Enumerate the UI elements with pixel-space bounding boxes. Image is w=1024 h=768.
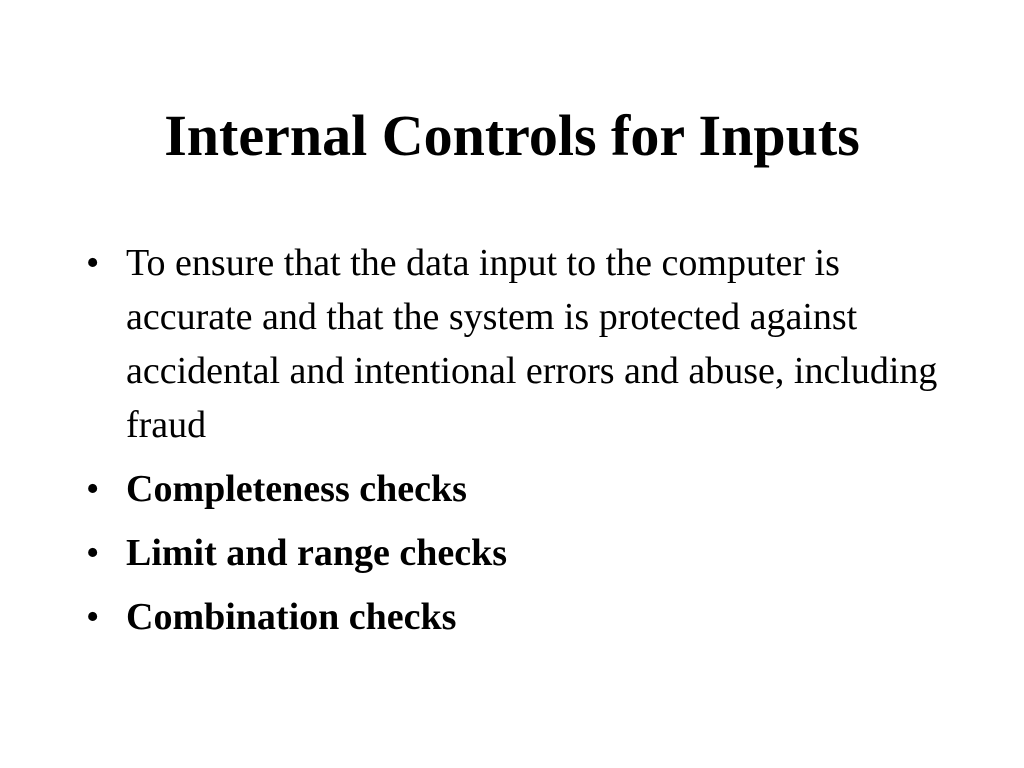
bullet-item-limit-range-checks: [86, 526, 966, 580]
bullet-marker: •: [86, 468, 100, 510]
bullet-marker: •: [86, 596, 100, 638]
bullet-item-combination-checks: [86, 590, 966, 644]
bullet-marker: •: [86, 242, 100, 284]
bullet-text: Completeness checks: [126, 468, 467, 510]
bullet-item-completeness-checks: [86, 462, 966, 516]
bullet-marker: •: [86, 532, 100, 574]
slide-title: Internal Controls for Inputs: [164, 103, 860, 168]
bullet-text: Combination checks: [126, 596, 457, 638]
bullet-item-purpose: [86, 236, 966, 452]
bullet-list: [86, 236, 966, 654]
bullet-text: To ensure that the data input to the computer is accurate and that the system is protected against accidental and intentional errors and abuse, including fraud: [126, 242, 938, 446]
bullet-text: Limit and range checks: [126, 532, 508, 574]
